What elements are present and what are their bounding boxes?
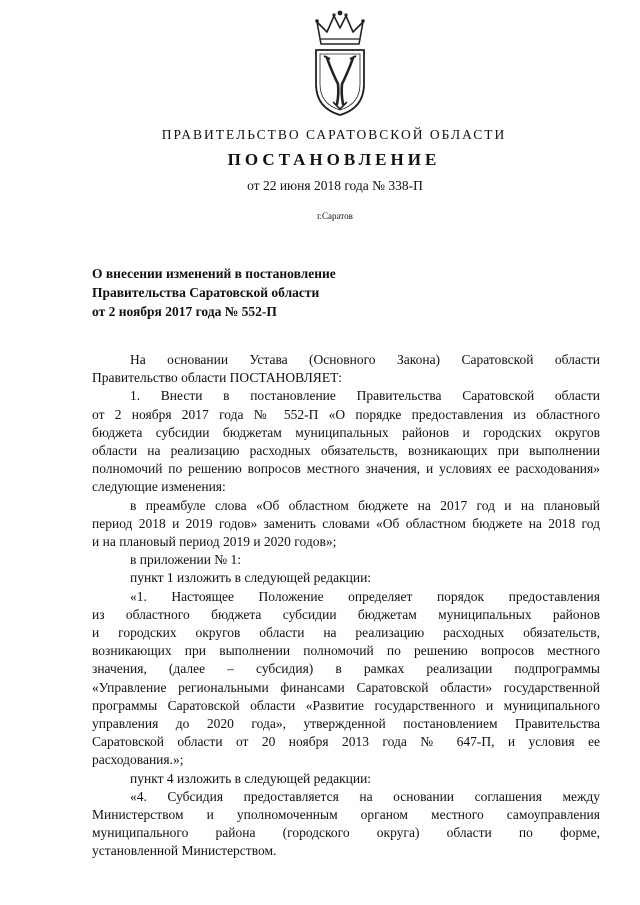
body-line: установленной Министерством. (92, 843, 277, 859)
body-line: пункт 4 изложить в следующей редакции: (130, 770, 372, 786)
body-line: возникающих при выполнении полномочий по решению вопросов местного (92, 643, 600, 659)
body-line: полномочий по решению вопросов местного значения, и условиях ее расходования» (92, 461, 600, 477)
body-line: от 2 ноября 2017 года № 552-П «О порядке предоставления из областного (92, 406, 600, 422)
body-line: «4. Субсидия предоставляется на основании соглашения между (130, 788, 600, 804)
document-type: ПОСТАНОВЛЕНИЕ (227, 150, 441, 169)
document-body (92, 351, 600, 861)
government-name: ПРАВИТЕЛЬСТВО САРАТОВСКОЙ ОБЛАСТИ (161, 127, 507, 142)
body-line: пункт 1 изложить в следующей редакции: (130, 570, 372, 586)
body-line: 1. Внести в постановление Правительства Саратовской области (130, 388, 600, 404)
document-city: г.Саратов (317, 211, 353, 221)
body-line: программы Саратовской области «Развитие государственного и муниципального (92, 697, 600, 713)
body-line: период 2018 и 2019 годов» заменить словами «Об областном бюджете на 2018 год (92, 515, 600, 531)
body-line: бюджета субсидии бюджетам муниципальных районов и городских округов (92, 424, 600, 440)
body-line: значения, (далее – субсидия) в рамках реализации подпрограммы (92, 661, 600, 677)
body-line: из областного бюджета субсидии бюджетам муниципальных районов (92, 606, 600, 622)
subject-line: О внесении изменений в постановление (92, 266, 336, 281)
document-subject (92, 264, 492, 321)
body-line: и на плановый период 2019 и 2020 годов»; (92, 534, 337, 550)
body-line: в преамбуле слова «Об областном бюджете на 2017 год и на плановый (130, 497, 600, 513)
body-line: муниципального района (городского округа) области по форме, (92, 825, 600, 841)
body-line: «1. Настоящее Положение определяет порядок предоставления (130, 588, 600, 604)
body-line: Саратовской области от 20 ноября 2013 года № 647-П, и условия ее (92, 734, 600, 750)
body-line: и городских округов области на реализацию расходных обязательств, (92, 625, 600, 641)
body-line: Правительство области ПОСТАНОВЛЯЕТ: (92, 370, 343, 386)
document-date-number: от 22 июня 2018 года № 338-П (247, 178, 423, 193)
body-line: области на реализацию расходных обязательств, возникающих при выполнении (92, 443, 600, 459)
body-line: На основании Устава (Основного Закона) Саратовской области (130, 352, 600, 367)
body-line: расходования.»; (92, 752, 184, 768)
subject-line: Правительства Саратовской области (92, 285, 320, 300)
body-line: следующие изменения: (92, 479, 226, 495)
saratov-coat-of-arms-icon (307, 8, 373, 118)
body-line: в приложении № 1: (130, 552, 242, 568)
body-line: Министерством и уполномоченным органом местного самоуправления (92, 807, 600, 823)
subject-line: от 2 ноября 2017 года № 552-П (92, 304, 277, 319)
body-line: «Управление региональными финансами Саратовской области» государственной (92, 679, 600, 695)
body-line: управления до 2020 года», утвержденной постановлением Правительства (92, 716, 600, 732)
